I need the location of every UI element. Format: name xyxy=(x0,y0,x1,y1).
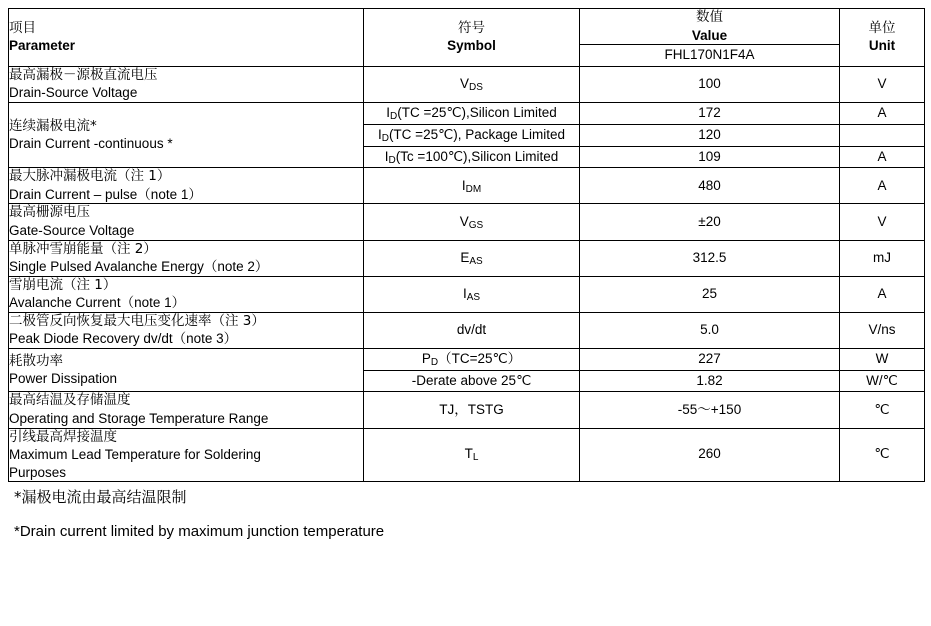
table-row xyxy=(9,428,925,482)
row-drain-current-100c-silicon-unit: A xyxy=(840,146,925,168)
header-parameter xyxy=(9,9,364,67)
row-drain-current-pulse-symbol: $I_{DM}$ xyxy=(364,168,580,204)
row-drain-current-100c-silicon-value: 109 xyxy=(580,146,840,168)
row-gate-source-voltage-unit: V xyxy=(840,204,925,240)
table-row xyxy=(9,168,925,204)
table-row xyxy=(9,66,925,102)
symbol-sub: DS xyxy=(469,82,483,94)
row-drain-current-25c-silicon-value: 172 xyxy=(580,102,840,124)
table-header-row xyxy=(9,9,925,45)
row-peak-diode-recovery-unit: V/ns xyxy=(840,312,925,348)
header-value-partnumber: FHL170N1F4A xyxy=(664,47,755,63)
row-temperature-range-value: -55～+150 xyxy=(580,392,840,428)
row-temperature-range-unit: ℃ xyxy=(840,392,925,428)
row-lead-temperature-unit: ℃ xyxy=(840,428,925,482)
table-row xyxy=(9,204,925,240)
row-drain-current-25c-package-unit xyxy=(840,124,925,146)
header-symbol-cn: 符号 xyxy=(458,19,485,36)
param-cn: 连续漏极电流* xyxy=(9,117,97,134)
row-lead-temperature-value: 260 xyxy=(580,428,840,482)
row-avalanche-current-symbol: $I_{AS}$ xyxy=(364,276,580,312)
row-derate-value: 1.82 xyxy=(580,370,840,392)
row-peak-diode-recovery-value: 5.0 xyxy=(580,312,840,348)
header-parameter-en: Parameter xyxy=(9,38,76,54)
header-value xyxy=(580,9,840,45)
row-peak-diode-recovery-symbol: dv/dt xyxy=(364,312,580,348)
row-peak-diode-recovery-parameter: 二极管反向恢复最大电压变化速率（注 3） Peak Diode Recovery dv/dt（note 3） xyxy=(9,312,364,348)
row-drain-current-pulse-value: 480 xyxy=(580,168,840,204)
header-symbol xyxy=(364,9,580,67)
row-avalanche-energy-symbol: $E_{AS}$ xyxy=(364,240,580,276)
header-unit-en: Unit xyxy=(868,38,896,54)
param-cn: 最高漏极－源极直流电压 xyxy=(9,66,158,83)
row-avalanche-energy-value: 312.5 xyxy=(580,240,840,276)
table-row xyxy=(9,392,925,428)
param-en: Drain Current -continuous * xyxy=(9,136,173,152)
row-drain-current-25c-silicon-symbol: $I_D(TC$ =25℃),Silicon Limited xyxy=(364,102,580,124)
row-derate-symbol: -Derate above 25℃ xyxy=(364,370,580,392)
header-value-cn: 数值 xyxy=(696,9,723,25)
table-row xyxy=(9,240,925,276)
row-drain-current-pulse-parameter: 最大脉冲漏极电流（注 1） Drain Current – pulse（note 1） xyxy=(9,168,364,204)
row-power-dissipation-value: 227 xyxy=(580,348,840,370)
footnote-en: *Drain current limited by maximum junction temperature xyxy=(14,522,385,540)
row-drain-source-voltage-value: 100 xyxy=(580,66,840,102)
row-drain-current-25c-silicon-unit: A xyxy=(840,102,925,124)
row-drain-current-pulse-unit: A xyxy=(840,168,925,204)
row-drain-source-voltage-symbol xyxy=(364,66,580,102)
header-symbol-en: Symbol xyxy=(447,38,496,54)
header-value-partnumber-cell xyxy=(580,45,840,67)
row-drain-current-25c-package-value: 120 xyxy=(580,124,840,146)
row-drain-source-voltage-parameter xyxy=(9,66,364,102)
table-row xyxy=(9,276,925,312)
row-gate-source-voltage-symbol: $V_{GS}$ xyxy=(364,204,580,240)
param-en: Drain-Source Voltage xyxy=(9,85,138,101)
footnote-cn: *漏极电流由最高结温限制 xyxy=(14,488,187,507)
row-lead-temperature-symbol: $T_L$ xyxy=(364,428,580,482)
row-lead-temperature-parameter: 引线最高焊接温度 Maximum Lead Temperature for Soldering Purposes xyxy=(9,428,364,482)
row-gate-source-voltage-value: ±20 xyxy=(580,204,840,240)
table-row xyxy=(9,312,925,348)
table-row xyxy=(9,102,925,124)
row-avalanche-current-value: 25 xyxy=(580,276,840,312)
symbol-base: V xyxy=(460,76,470,92)
row-gate-source-voltage-parameter: 最高栅源电压 Gate-Source Voltage xyxy=(9,204,364,240)
header-parameter-cn: 项目 xyxy=(9,19,36,36)
row-derate-unit: W/℃ xyxy=(840,370,925,392)
row-avalanche-current-unit: A xyxy=(840,276,925,312)
row-temperature-range-symbol: TJ，TSTG xyxy=(364,392,580,428)
absolute-maximum-ratings-table xyxy=(8,8,925,482)
header-value-en: Value xyxy=(691,27,728,43)
row-drain-current-25c-package-symbol: $I_D(TC$ =25℃), Package Limited xyxy=(364,124,580,146)
row-power-dissipation-unit: W xyxy=(840,348,925,370)
row-drain-source-voltage-unit: V xyxy=(840,66,925,102)
row-power-dissipation-symbol: $P_D(TC=25℃)$ xyxy=(364,348,580,370)
header-unit xyxy=(840,9,925,67)
row-avalanche-energy-parameter: 单脉冲雪崩能量（注 2） Single Pulsed Avalanche Energy（note 2） xyxy=(9,240,364,276)
row-power-dissipation-parameter: 耗散功率 Power Dissipation xyxy=(9,348,364,392)
header-unit-cn: 单位 xyxy=(868,19,896,36)
row-drain-current-continuous-parameter xyxy=(9,102,364,167)
row-avalanche-energy-unit: mJ xyxy=(840,240,925,276)
table-row xyxy=(9,348,925,370)
row-avalanche-current-parameter: 雪崩电流（注 1） Avalanche Current（note 1） xyxy=(9,276,364,312)
row-drain-current-100c-silicon-symbol: $I_D(Tc$ =100℃),Silicon Limited xyxy=(364,146,580,168)
row-temperature-range-parameter: 最高结温及存储温度 Operating and Storage Temperature Range xyxy=(9,392,364,428)
